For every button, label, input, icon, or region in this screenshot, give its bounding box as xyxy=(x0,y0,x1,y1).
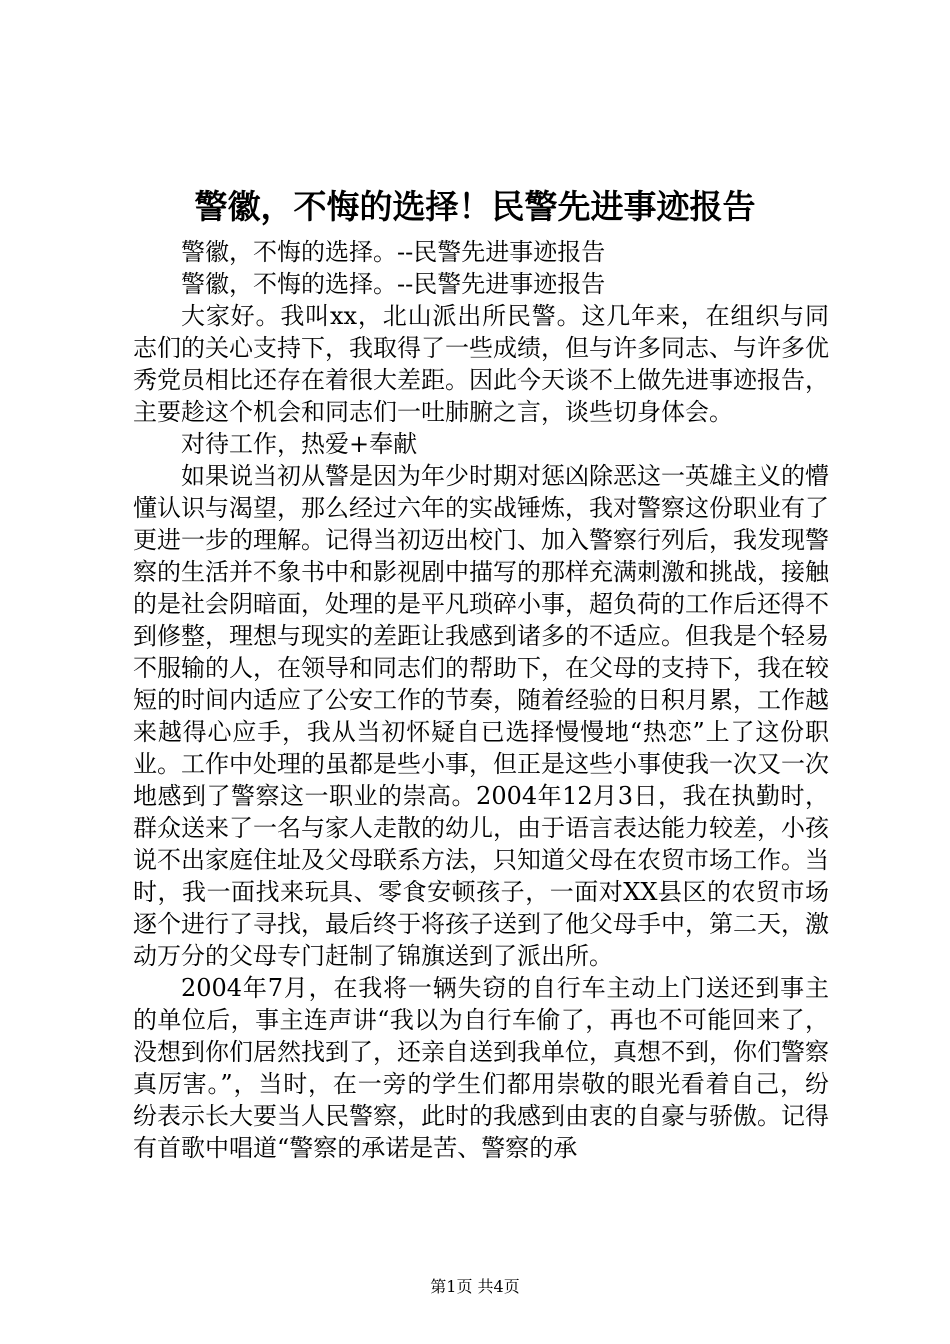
section-heading: 对待工作，热爱+奉献 xyxy=(181,430,418,458)
subtitle-line: 警徽，不悔的选择。--民警先进事迹报告 xyxy=(181,238,606,266)
subtitle-line-repeat: 警徽，不悔的选择。--民警先进事迹报告 xyxy=(181,270,606,298)
document-body xyxy=(133,236,829,1164)
page-number-footer: 第1页 共4页 xyxy=(430,1277,520,1296)
document-title: 警徽，不悔的选择！民警先进事迹报告 xyxy=(194,187,756,226)
body-paragraph: 如果说当初从警是因为年少时期对惩凶除恶这一英雄主义的懵懂认识与渴望，那么经过六年的实战锤炼，我对警察这份职业有了更进一步的理解。记得当初迈出校门、加入警察行列后，我发现警察的生活并不象书中和影视剧中描写的那样充满刺激和挑战，接触的是社会阴暗面，处理的是平凡琐碎小事，超负荷的工作后还得不到修整，理想与现实的差距让我感到诸多的不适应。但我是个轻易不服输的人，在领导和同志们的帮助下，在父母的支持下，我在较短的时间内适应了公安工作的节奏，随着经验的日积月累，工作越来越得心应手，我从当初怀疑自已选择慢慢地“热恋”上了这份职业。工作中处理的虽都是些小事，但正是这些小事使我一次又一次地感到了警察这一职业的崇高。2004年12月3日，我在执勤时，群众送来了一名与家人走散的幼儿，由于语言表达能力较差，小孩说不出家庭住址及父母联系方法，只知道父母在农贸市场工作。当时，我一面找来玩具、零食安顿孩子，一面对XX县区的农贸市场逐个进行了寻找，最后终于将孩子送到了他父母手中，第二天，激动万分的父母专门赶制了锦旗送到了派出所。 xyxy=(133,462,829,970)
intro-paragraph: 大家好。我叫xx，北山派出所民警。这几年来，在组织与同志们的关心支持下，我取得了一些成绩，但与许多同志、与许多优秀党员相比还存在着很大差距。因此今天谈不上做先进事迹报告，主要趁这个机会和同志们一吐肺腑之言，谈些切身体会。 xyxy=(133,302,829,426)
body-paragraph: 2004年7月，在我将一辆失窃的自行车主动上门送还到事主的单位后，事主连声讲“我以为自行车偷了，再也不可能回来了，没想到你们居然找到了，还亲自送到我单位，真想不到，你们警察真厉害。”，当时，在一旁的学生们都用崇敬的眼光看着自己，纷纷表示长大要当人民警察，此时的我感到由衷的自豪与骄傲。记得有首歌中唱道“警察的承诺是苦、警察的承 xyxy=(133,974,829,1162)
